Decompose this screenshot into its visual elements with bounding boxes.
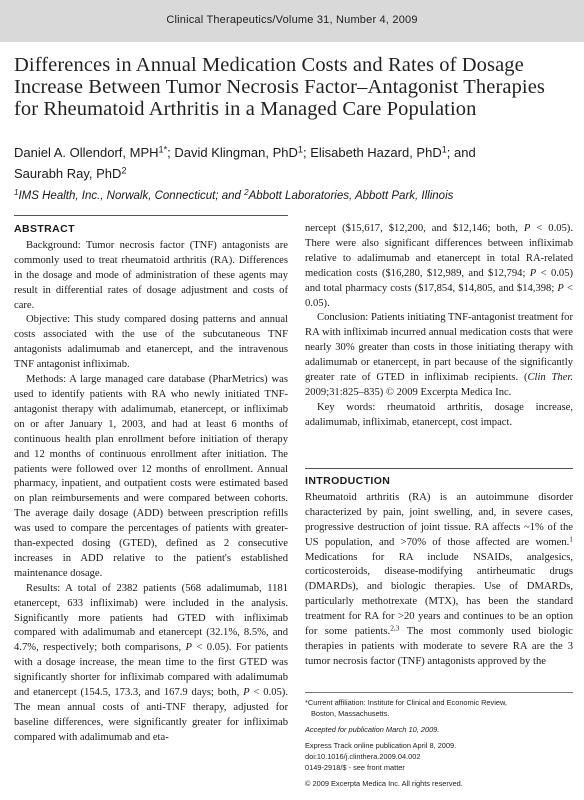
section-label: Objective: [26, 314, 71, 326]
affiliation-text: Abbott Laboratories, Abbott Park, Illinois [248, 190, 454, 202]
paragraph-text: rheumatoid arthritis, dosage increase, adalimumab, infliximab, etanercept, cost impact. [305, 401, 574, 428]
author-name: ; David Klingman, PhD [167, 145, 298, 160]
introduction-heading: INTRODUCTION [305, 475, 391, 487]
citation-journal: Clin Ther. [527, 372, 573, 384]
paragraph-text: This study compared dosing patterns and annual costs associated with the use of the subcutaneous TNF antagonists adalimumab and etanercept, and the intravenous TNF antagonist infliximab. [14, 314, 288, 371]
paragraph-text: A large managed care database (PharMetrics) was used to identify patients with RA who newly initiated TNF-antagonist therapy with adalimumab, etanercept, or infliximab on or after January 1, 2003, and had at least 6 months of continuous health plan enrollment before initiation of therapy and 12 months of continuous enrollment after initiation. The patients were followed over 12 months of enrollment. Annual pharmacy, inpatient, and outpatient costs were estimated based on plan reimbursements and were compared between cohorts. The average daily dosage (ADD) between prescription refills was used to compare the percentages of patients with greater-than-expected dosing (GTED), defined as 2 consecutive increases in ADD relative to the patient's established maintenance dosage. [14, 374, 288, 579]
footnote-issn: 0149-2918/$ - see front matter [305, 763, 405, 772]
title-line: Increase Between Tumor Necrosis Factor–Antagonist Therapies [14, 76, 545, 98]
paragraph-text: Rheumatoid arthritis (RA) is an autoimmune disorder characterized by pain, joint swelling, and, in severe cases, progressive destruction of joint tissue. RA affects ~1% of the US population, and >70% of those affected are women. [305, 491, 573, 548]
section-label: Conclusion: [317, 312, 369, 324]
abstract-results [14, 582, 288, 746]
journal-header: Clinical Therapeutics/Volume 31, Number 4, 2009 [166, 14, 418, 26]
footnote-current-affiliation-cont: Boston, Massachusetts. [311, 709, 390, 718]
paragraph-text: < 0.05). There were also significant differences between infliximab relative to adalimumab and etanercept in total RA-related medication costs ($16,280, $12,989, and $12,794; [305, 223, 573, 279]
footnote-rule [305, 692, 573, 693]
abstract-column-right [305, 222, 573, 431]
footnote-current-affiliation: *Current affiliation: Institute for Clinical and Economic Review, [305, 698, 507, 707]
paragraph-text: 2009;31:825–835) © 2009 Excerpta Medica Inc. [305, 386, 512, 398]
abstract-column-left [14, 222, 288, 746]
paragraph-text: nercept ($15,617, $12,200, and $12,146; both, [305, 223, 524, 234]
title-line: for Rheumatoid Arthritis in a Managed Care Population [14, 98, 477, 120]
title-line: Differences in Annual Medication Costs and Rates of Dosage [14, 54, 524, 76]
article-title [14, 54, 574, 120]
introduction-paragraph [305, 491, 573, 670]
italic-p: P [529, 267, 537, 279]
abstract-background [14, 239, 288, 314]
abstract-conclusion [305, 311, 573, 400]
paragraph-text: A total of 2382 patients (568 adalimumab, 1181 etanercept, 633 infliximab) were included in the analysis. Significantly more patients had GTED with infliximab compared with adalimumab and etanercept (32.1%, 8.5%, and 4.7%, respectively; both comparisons, [14, 582, 288, 654]
reference-sup: 1 [569, 533, 573, 543]
section-label: Background: [26, 239, 81, 251]
footnote-express-track: Express Track online publication April 8, 2009. [305, 741, 457, 750]
italic-p: P [557, 282, 564, 294]
footnote-doi: doi:10.1016/j.clinthera.2009.04.002 [305, 752, 421, 761]
paragraph-text: < 0.05). The mean annual costs of anti-TNF therapy, adjusted for baseline differences, were significantly greater for infliximab compared with adalimumab and eta- [14, 687, 288, 743]
section-label: Key words: [317, 401, 376, 413]
author-name: ; Elisabeth Hazard, PhD [302, 145, 442, 160]
affiliation-sup: 2 [244, 187, 249, 197]
abstract-results-continued [305, 222, 573, 311]
paragraph-text: Patients initiating TNF-antagonist treatment for RA with infliximab incurred annual medication costs that were nearly 30% greater than costs in those initiating therapy with adalimumab or etanercept, in part because of the significantly greater rate of GTED in infliximab recipients. ( [305, 312, 573, 384]
author-list [14, 142, 570, 184]
paragraph-text: Medications for RA include NSAIDs, analgesics, corticosteroids, disease-modifying antirheumatic drugs (DMARDs), and biologic therapies. Use of DMARDs, particularly methotrexate (MTX), has been the standard treatment for RA for >20 years and continues to be an option for some patients. [305, 551, 573, 638]
italic-p: P [185, 642, 192, 654]
paragraph-text: < 0.05). [305, 282, 574, 309]
introduction-section [305, 474, 573, 670]
footnote-copyright: © 2009 Excerpta Medica Inc. All rights reserved. [305, 779, 463, 788]
introduction-rule [305, 468, 573, 469]
author-sup: 1* [158, 144, 168, 155]
author-sup: 1 [441, 144, 447, 155]
abstract-objective [14, 313, 288, 373]
affiliation-sup: 1 [14, 187, 19, 197]
abstract-heading: ABSTRACT [14, 223, 75, 235]
footnote-accepted: Accepted for publication March 10, 2009. [305, 725, 440, 734]
abstract-rule [14, 215, 288, 216]
author-name: Daniel A. Ollendorf, MPH [14, 145, 159, 160]
footnotes [305, 697, 573, 789]
reference-sup: 2,3 [390, 623, 400, 633]
paragraph-text: The most commonly used biologic therapies in patients with moderate to severe RA are the 3 tumor necrosis factor (TNF) antagonists approved by the [305, 626, 573, 667]
paragraph-text: < 0.05) and total pharmacy costs ($17,854, $14,805, and $14,398; [305, 267, 574, 294]
section-label: Methods: [26, 374, 67, 386]
abstract-keywords [305, 401, 573, 431]
author-sup: 1 [297, 144, 303, 155]
paragraph-text: < 0.05). For patients with a dosage increase, the mean time to the first GTED was significantly shorter for infliximab compared with adalimumab and etanercept (154.5, 173.3, and 167.9 days; both, [14, 642, 288, 699]
author-sup: 2 [121, 165, 127, 176]
author-name: Saurabh Ray, PhD [14, 166, 122, 181]
affiliations [14, 187, 570, 202]
section-label: Results: [26, 582, 61, 594]
paragraph-text: Tumor necrosis factor (TNF) antagonists are commonly used to treat rheumatoid arthritis (RA). Differences in the dosage and mode of administration of these agents may result in differential rates of dosage adjustment and costs of care. [14, 239, 288, 311]
italic-p: P [243, 687, 250, 699]
author-name: ; and [446, 145, 476, 160]
italic-p: P [523, 223, 531, 234]
affiliation-text: IMS Health, Inc., Norwalk, Connecticut; and [18, 190, 245, 202]
abstract-methods [14, 373, 288, 582]
